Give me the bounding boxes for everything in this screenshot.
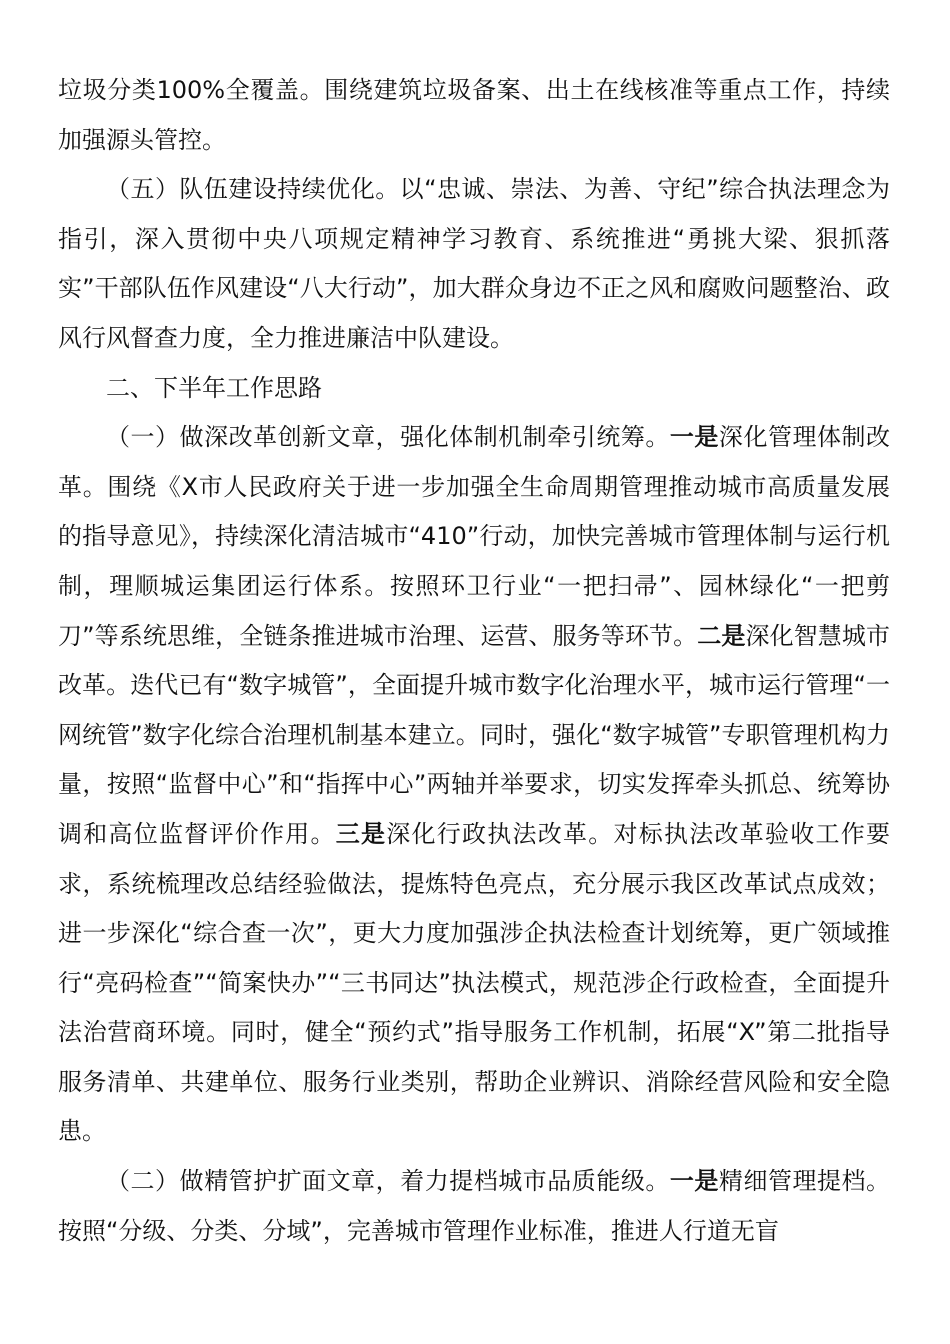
bold-marker: 三是 — [335, 819, 387, 848]
paragraph-reform-innovation — [58, 413, 890, 1157]
paragraph-team-building: （五）队伍建设持续优化。以“忠诚、崇法、为善、守纪”综合执法理念为指引，深入贯彻中央八项规定精神学习教育、系统推进“勇挑大梁、狠抓落实”干部队伍作风建设“八大行动”，加大群众身边不正之风和腐败问题整治、政风行风督查力度，全力推进廉洁中队建设。 — [58, 175, 890, 352]
paragraph-text: 深化智慧城市改革。迭代已有“数字城管”，全面提升城市数字化治理水平，城市运行管理“一网统管”数字化综合治理机制基本建立。同时，强化“数字城管”专职管理机构力量，按照“监督中心”和“指挥中心”两轴并举要求，切实发挥牵头抓总、统筹协调和高位监督评价作用。 — [58, 621, 891, 848]
paragraph-text: 深化行政执法改革。对标执法改革验收工作要求，系统梳理改总结经验做法，提炼特色亮点，充分展示我区改革试点成效；进一步深化“综合查一次”，更大力度加强涉企执法检查计划统筹，更广领域推行“亮码检查”“简案快办”“三书同达”执法模式，规范涉企行政检查，全面提升法治营商环境。同时，健全“预约式”指导服务工作机制，拓展“X”第二批指导服务清单、共建单位、服务行业类别，帮助企业辨识、消除经营风险和安全隐患。 — [58, 819, 890, 1146]
paragraph-waste-sorting: 垃圾分类100%全覆盖。围绕建筑垃圾备案、出土在线核准等重点工作，持续加强源头管控。 — [58, 76, 890, 154]
section-heading-second-half-plan: 二、下半年工作思路 — [106, 373, 322, 402]
paragraph-text: 深化管理体制改革。围绕《X市人民政府关于进一步加强全生命周期管理推动城市高质量发展的指导意见》，持续深化清洁城市“410”行动，加快完善城市管理体制与运行机制，理顺城运集团运行体系。按照环卫行业“一把扫帚”、园林绿化“一把剪刀”等系统思维，全链条推进城市治理、运营、服务等环节。 — [58, 423, 891, 650]
bold-marker: 一是 — [669, 423, 719, 452]
paragraph-text: （二）做精管护扩面文章，着力提档城市品质能级。 — [106, 1167, 670, 1196]
paragraph-text: （一）做深改革创新文章，强化体制机制牵引统筹。 — [106, 423, 670, 452]
bold-marker: 一是 — [669, 1167, 719, 1196]
paragraph-fine-management — [58, 1157, 890, 1256]
paragraph-text: 精细管理提档。按照“分级、分类、分域”，完善城市管理作业标准，推进人行道无盲 — [58, 1167, 891, 1245]
bold-marker: 二是 — [697, 621, 746, 650]
document-body — [58, 66, 890, 1256]
